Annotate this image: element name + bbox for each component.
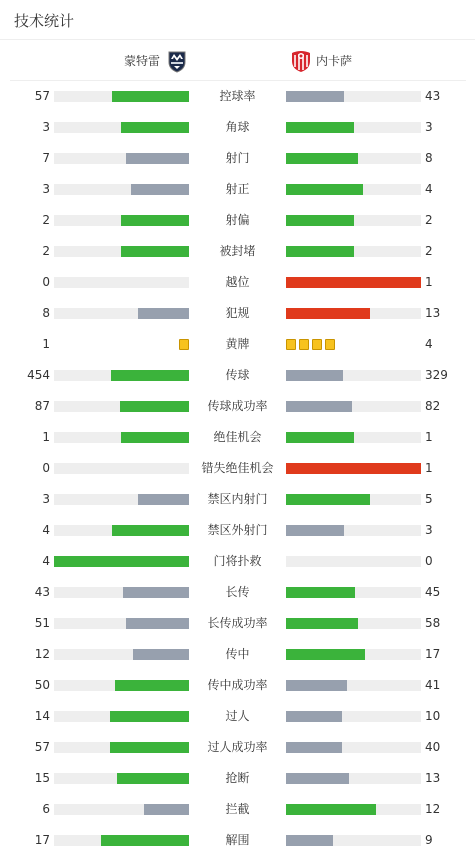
stat-label: 过人成功率: [207, 740, 268, 754]
home-value: 2: [42, 213, 50, 227]
stat-row: [0, 174, 475, 205]
away-bar-track: [286, 711, 421, 722]
stat-label: 射正: [225, 182, 250, 196]
away-bar-track: [286, 742, 421, 753]
away-bar-track: [286, 401, 421, 412]
home-value: 12: [34, 647, 50, 661]
stats-list: [0, 81, 475, 856]
stat-label: 禁区内射门: [207, 492, 268, 506]
away-value: 13: [425, 771, 441, 785]
home-value: 43: [34, 585, 50, 599]
home-bar: [115, 680, 189, 691]
home-value: 1: [42, 337, 50, 351]
home-bar-track: [54, 401, 189, 412]
home-bar: [112, 525, 189, 536]
away-bar-track: [286, 587, 421, 598]
stat-label: 射偏: [225, 213, 250, 227]
stat-label: 过人: [225, 709, 250, 723]
stat-label: 角球: [225, 120, 250, 134]
stat-label: 拦截: [225, 802, 250, 816]
stat-row: [0, 391, 475, 422]
home-bar: [126, 153, 189, 164]
away-value: 45: [425, 585, 441, 599]
home-value: 3: [42, 120, 50, 134]
home-bar: [144, 804, 189, 815]
stat-label: 禁区外射门: [207, 523, 268, 537]
stat-label: 传中成功率: [207, 678, 268, 692]
stat-row: [0, 701, 475, 732]
away-value: 3: [425, 523, 433, 537]
home-bar-track: [54, 835, 189, 846]
home-bar: [112, 91, 189, 102]
home-value: 3: [42, 182, 50, 196]
away-bar: [286, 587, 355, 598]
away-bar: [286, 711, 342, 722]
stat-label: 长传成功率: [207, 616, 268, 630]
yellow-card-icon: [286, 339, 296, 350]
home-bar: [54, 556, 189, 567]
stat-row: [0, 825, 475, 856]
home-bar-track: [54, 153, 189, 164]
away-bar: [286, 277, 421, 288]
away-bar: [286, 370, 343, 381]
yellow-card-icon: [179, 339, 189, 350]
stat-row: [0, 422, 475, 453]
stat-row: [0, 267, 475, 298]
away-value: 9: [425, 833, 433, 847]
home-bar-track: [54, 432, 189, 443]
away-value: 3: [425, 120, 433, 134]
away-bar-track: [286, 246, 421, 257]
away-value: 10: [425, 709, 441, 723]
away-bar-track: [286, 463, 421, 474]
stat-row: [0, 329, 475, 360]
home-bar: [101, 835, 189, 846]
stat-label: 射门: [225, 151, 250, 165]
away-bar: [286, 680, 347, 691]
necaxa-crest-icon: [290, 49, 312, 73]
home-bar-track: [54, 556, 189, 567]
home-bar: [117, 773, 189, 784]
stat-row: [0, 453, 475, 484]
away-bar-track: [286, 680, 421, 691]
home-team-name: 蒙特雷: [124, 54, 161, 68]
home-value: 0: [42, 461, 50, 475]
home-value: 7: [42, 151, 50, 165]
away-bar-track: [286, 525, 421, 536]
away-bar-track: [286, 494, 421, 505]
away-bar-track: [286, 277, 421, 288]
stat-row: [0, 577, 475, 608]
home-bar-track: [54, 370, 189, 381]
home-value: 3: [42, 492, 50, 506]
away-bar: [286, 773, 349, 784]
away-value: 82: [425, 399, 441, 413]
away-yellow-cards: [286, 329, 335, 360]
stat-label: 传球成功率: [207, 399, 268, 413]
home-value: 1: [42, 430, 50, 444]
home-value: 2: [42, 244, 50, 258]
stat-label: 门将扑救: [213, 554, 262, 568]
monterrey-crest-icon: [166, 49, 188, 73]
home-bar: [138, 308, 189, 319]
away-bar: [286, 246, 354, 257]
stats-header: [0, 0, 475, 40]
away-value: 0: [425, 554, 433, 568]
home-bar-track: [54, 246, 189, 257]
away-value: 1: [425, 461, 433, 475]
stat-row: [0, 763, 475, 794]
away-value: 2: [425, 244, 433, 258]
home-bar: [121, 122, 189, 133]
away-bar-track: [286, 370, 421, 381]
home-bar-track: [54, 587, 189, 598]
teams-row: [10, 41, 466, 81]
stat-row: [0, 546, 475, 577]
home-bar: [120, 401, 189, 412]
yellow-card-icon: [299, 339, 309, 350]
home-bar: [123, 587, 189, 598]
yellow-card-icon: [312, 339, 322, 350]
stat-row: [0, 670, 475, 701]
home-bar-track: [54, 494, 189, 505]
away-bar-track: [286, 556, 421, 567]
away-team[interactable]: [290, 41, 352, 80]
away-value: 1: [425, 430, 433, 444]
stat-label: 传球: [225, 368, 250, 382]
away-bar: [286, 432, 354, 443]
away-bar-track: [286, 773, 421, 784]
away-bar: [286, 618, 358, 629]
away-bar: [286, 153, 358, 164]
away-team-name: 内卡萨: [316, 54, 353, 68]
away-value: 58: [425, 616, 441, 630]
home-bar-track: [54, 215, 189, 226]
home-bar-track: [54, 525, 189, 536]
away-bar-track: [286, 618, 421, 629]
away-bar: [286, 649, 365, 660]
home-value: 87: [34, 399, 50, 413]
away-value: 1: [425, 275, 433, 289]
away-bar: [286, 215, 354, 226]
away-value: 40: [425, 740, 441, 754]
home-value: 50: [34, 678, 50, 692]
home-value: 14: [34, 709, 50, 723]
away-bar: [286, 184, 363, 195]
stat-label: 犯规: [225, 306, 250, 320]
away-bar: [286, 742, 342, 753]
home-bar: [110, 711, 189, 722]
away-bar-track: [286, 91, 421, 102]
stat-row: [0, 81, 475, 112]
home-bar-track: [54, 463, 189, 474]
away-bar-track: [286, 432, 421, 443]
stat-row: [0, 360, 475, 391]
away-value: 17: [425, 647, 441, 661]
home-bar: [131, 184, 189, 195]
stat-row: [0, 515, 475, 546]
home-bar-track: [54, 277, 189, 288]
away-bar-track: [286, 215, 421, 226]
home-bar-track: [54, 184, 189, 195]
away-value: 41: [425, 678, 441, 692]
page-title: 技术统计: [14, 12, 75, 30]
away-bar: [286, 91, 344, 102]
home-value: 8: [42, 306, 50, 320]
home-bar-track: [54, 804, 189, 815]
home-bar: [110, 742, 189, 753]
away-value: 2: [425, 213, 433, 227]
home-bar-track: [54, 742, 189, 753]
stat-row: [0, 112, 475, 143]
away-bar: [286, 835, 333, 846]
away-value: 5: [425, 492, 433, 506]
stat-row: [0, 205, 475, 236]
stat-label: 控球率: [219, 89, 256, 103]
stat-label: 抢断: [225, 771, 250, 785]
home-value: 57: [34, 740, 50, 754]
home-value: 17: [34, 833, 50, 847]
away-bar-track: [286, 804, 421, 815]
home-bar-track: [54, 680, 189, 691]
away-bar: [286, 804, 376, 815]
yellow-card-icon: [325, 339, 335, 350]
stat-label: 长传: [225, 585, 250, 599]
home-team[interactable]: [124, 41, 188, 80]
away-value: 4: [425, 182, 433, 196]
stat-label: 解围: [225, 833, 250, 847]
stat-row: [0, 236, 475, 267]
away-value: 4: [425, 337, 433, 351]
home-bar: [138, 494, 189, 505]
away-bar-track: [286, 308, 421, 319]
away-value: 13: [425, 306, 441, 320]
stat-label: 传中: [225, 647, 250, 661]
home-bar: [111, 370, 189, 381]
stat-row: [0, 732, 475, 763]
stat-label: 越位: [225, 275, 250, 289]
away-bar: [286, 494, 370, 505]
stat-row: [0, 143, 475, 174]
home-value: 57: [34, 89, 50, 103]
away-bar-track: [286, 649, 421, 660]
home-value: 4: [42, 523, 50, 537]
home-bar: [126, 618, 189, 629]
away-bar-track: [286, 122, 421, 133]
home-value: 51: [34, 616, 50, 630]
home-bar-track: [54, 618, 189, 629]
away-value: 8: [425, 151, 433, 165]
home-value: 0: [42, 275, 50, 289]
away-value: 43: [425, 89, 441, 103]
away-value: 12: [425, 802, 441, 816]
home-value: 4: [42, 554, 50, 568]
home-value: 454: [27, 368, 50, 382]
stat-row: [0, 639, 475, 670]
home-bar: [121, 432, 189, 443]
home-bar-track: [54, 773, 189, 784]
away-bar: [286, 525, 344, 536]
home-bar-track: [54, 649, 189, 660]
away-bar: [286, 401, 352, 412]
home-bar: [121, 215, 189, 226]
home-value: 15: [34, 771, 50, 785]
away-value: 329: [425, 368, 448, 382]
away-bar-track: [286, 184, 421, 195]
away-bar: [286, 122, 354, 133]
home-bar: [133, 649, 189, 660]
stat-row: [0, 484, 475, 515]
stat-row: [0, 608, 475, 639]
home-bar-track: [54, 91, 189, 102]
home-bar-track: [54, 308, 189, 319]
away-bar: [286, 463, 421, 474]
home-bar-track: [54, 711, 189, 722]
away-bar-track: [286, 835, 421, 846]
stat-label: 错失绝佳机会: [201, 461, 274, 475]
stat-label: 绝佳机会: [213, 430, 262, 444]
home-value: 6: [42, 802, 50, 816]
stat-row: [0, 794, 475, 825]
home-bar: [121, 246, 189, 257]
away-bar: [286, 308, 370, 319]
away-bar-track: [286, 153, 421, 164]
stat-label: 被封堵: [219, 244, 256, 258]
home-bar-track: [54, 122, 189, 133]
home-yellow-cards: [179, 329, 189, 360]
stat-row: [0, 298, 475, 329]
stat-label: 黄牌: [225, 337, 250, 351]
